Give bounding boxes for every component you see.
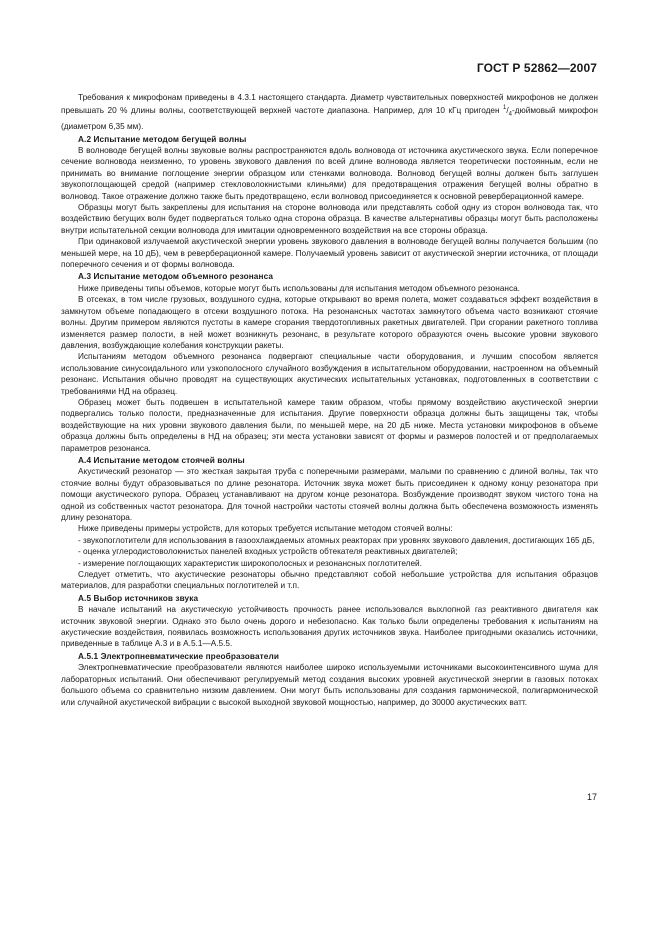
paragraph: В начале испытаний на акустическую устойчивость прочность ранее использовался выхлопной газ реактивного двигателя как источник звуковой энергии. Однако это было очень дорого и небезопасно. Как только были определены требования к испытаниям на акустические воздействия, появилась возможность использования других источников звука. Наиболее пригодными оказались источники, приведенные в таблице А.3 и в А.5.1—А.5.5. <box>61 605 598 649</box>
paragraph: В волноводе бегущей волны звуковые волны распространяются вдоль волновода от источника акустического звука. Если поперечное сечение волновода неизменно, то уровень звукового давления по всей длине волновода является теоретически постоянным, если не принимать во внимание поглощение энергии образцом или стенками волновода. Волновод бегущей волны должен быть заглушен звукопоглощающей средой (например стекловолокнистыми клиньями) для предотвращения отражения бегущей волны обратно в волновод. Такое отражение должно также быть предотвращено, если волновод присоединяется к основной реверберационной камере. <box>61 146 598 201</box>
paragraph: При одинаковой излучаемой акустической энергии уровень звукового давления в волноводе бегущей волны получается большим (по меньшей мере, на 10 дБ), чем в реверберационной камере. Получаемый уровень зависит от акустической энергии источника, от площади поперечного сечения и от формы волновода. <box>61 237 598 270</box>
paragraph <box>61 92 598 133</box>
document-body <box>61 92 598 708</box>
paragraph: Образец может быть подвешен в испытательной камере таким образом, чтобы прямому воздействию акустической энергии подвергались только полости, предназначенные для испытания. Другие поверхности образца должны быть защищены так, чтобы воздействующие на них уровни звукового давления были, по меньшей мере, на 20 дБ ниже. Места установки микрофонов в объеме образца должны быть определены в НД на образец; эти места установки зависят от формы и размеров полостей и от предполагаемых параметров резонанса. <box>61 397 598 453</box>
paragraph: Следует отметить, что акустические резонаторы обычно представляют собой небольшие устройства для испытания образцов материалов, для разработки специальных поглотителей и т.п. <box>61 570 598 591</box>
paragraph: Электропневматические преобразователи являются наиболее широко используемыми источниками высокоинтенсивного шума для лабораторных испытаний. Они обеспечивают регулируемый метод создания высоких уровней акустической энергии в газовых потоках большого объема со сравнительно низким давлением. Они могут быть использованы для создания гармонической, полигармонической или случайной акустической вибрации с высокой выходной звуковой мощностью, например, до 30000 акустических ватт. <box>61 663 598 707</box>
paragraph: - измерение поглощающих характеристик широкополосных и резонансных поглотителей. <box>78 558 422 568</box>
paragraph: В отсеках, в том числе грузовых, воздушного судна, которые открывают во время полета, может создаваться эффект воздействия в замкнутом объеме попадающего в отсеки воздушного потока. На резонансных частотах замкнутого объема часто возникают стоячие волны. Другим примером являются пустоты в камере сгорания твердотопливных ракетных двигателей. При сгорании ракетного топлива изменяется размер полости, в ней может возникнуть резонанс, в результате которого образуются очень высокие уровни звукового давления, возбуждающие колебания конструкции ракеты. <box>61 295 598 350</box>
paragraph: Акустический резонатор — это жесткая закрытая труба с поперечными размерами, малыми по сравнению с длиной волны, так что стоячие волны будут образовываться по длине резонатора. Источник звука может быть присоединен к одному концу резонатора при помощи акустического рупора. Образец устанавливают на другом конце резонатора. Возбуждение производят звуком чистого тона на одной из собственных частот резонатора. Для точной настройки частоты стоячей волны должна быть обеспечена возможность изменять длину резонатора. <box>61 467 598 523</box>
text-run: / <box>506 106 509 116</box>
page-number: 17 <box>586 792 597 802</box>
fraction-denominator: 4 <box>508 111 512 118</box>
paragraph: Ниже приведены примеры устройств, для которых требуется испытание методом стоячей волны: <box>78 524 453 534</box>
section-heading: А.4 Испытание методом стоячей волны <box>78 455 245 465</box>
paragraph: Образцы могут быть закреплены для испытания на стороне волновода или представлять собой одну из сторон волновода так, что воздействию бегущих волн будет подвергаться только одна сторона образца. В качестве альтернативы образцы могут быть расположены внутри испытательной секции волновода для имитации одновременного воздействия на все стороны образца. <box>61 203 598 235</box>
section-heading: А.5 Выбор источников звука <box>78 593 199 603</box>
text-run: Требования к микрофонам приведены в 4.3.1 настоящего стандарта. Диаметр чувствительных поверхностей микрофонов не должен превышать 20 % длины волны, соответствующей верхней частоте диапазона. Например, для 10 кГц пригоден <box>61 93 598 116</box>
paragraph: Ниже приведены типы объемов, которые могут быть использованы для испытания методом объемного резонанса. <box>78 283 520 293</box>
paragraph: - оценка углеродистоволокнистых панелей входных устройств обтекателя реактивных двигателей; <box>78 547 458 557</box>
section-heading: А.2 Испытание методом бегущей волны <box>78 134 247 144</box>
text-run: -дюймовый микрофон (диаметром 6,35 мм). <box>61 106 598 132</box>
paragraph: Испытаниям методом объемного резонанса подвергают специальные части оборудования, и лучшим способом является использование синусоидального или узкополосного случайного возбуждения в испытательном оборудовании, настроенном на объемный резонанс. Испытания обычно проводят на существующих акустических испытательных установках, подготовленных в соответствии с требованиями НД на образец. <box>61 352 598 396</box>
document-code-header: ГОСТ Р 52862—2007 <box>476 61 597 75</box>
section-heading: А.5.1 Электропневматические преобразователи <box>78 651 279 661</box>
section-heading: А.3 Испытание методом объемного резонанса <box>78 272 274 282</box>
paragraph: - звукопоглотители для использования в газоохлаждаемых атомных реакторах при уровнях звукового давления, достигающих 165 дБ, <box>78 535 595 545</box>
fraction-numerator: 1 <box>503 105 507 112</box>
